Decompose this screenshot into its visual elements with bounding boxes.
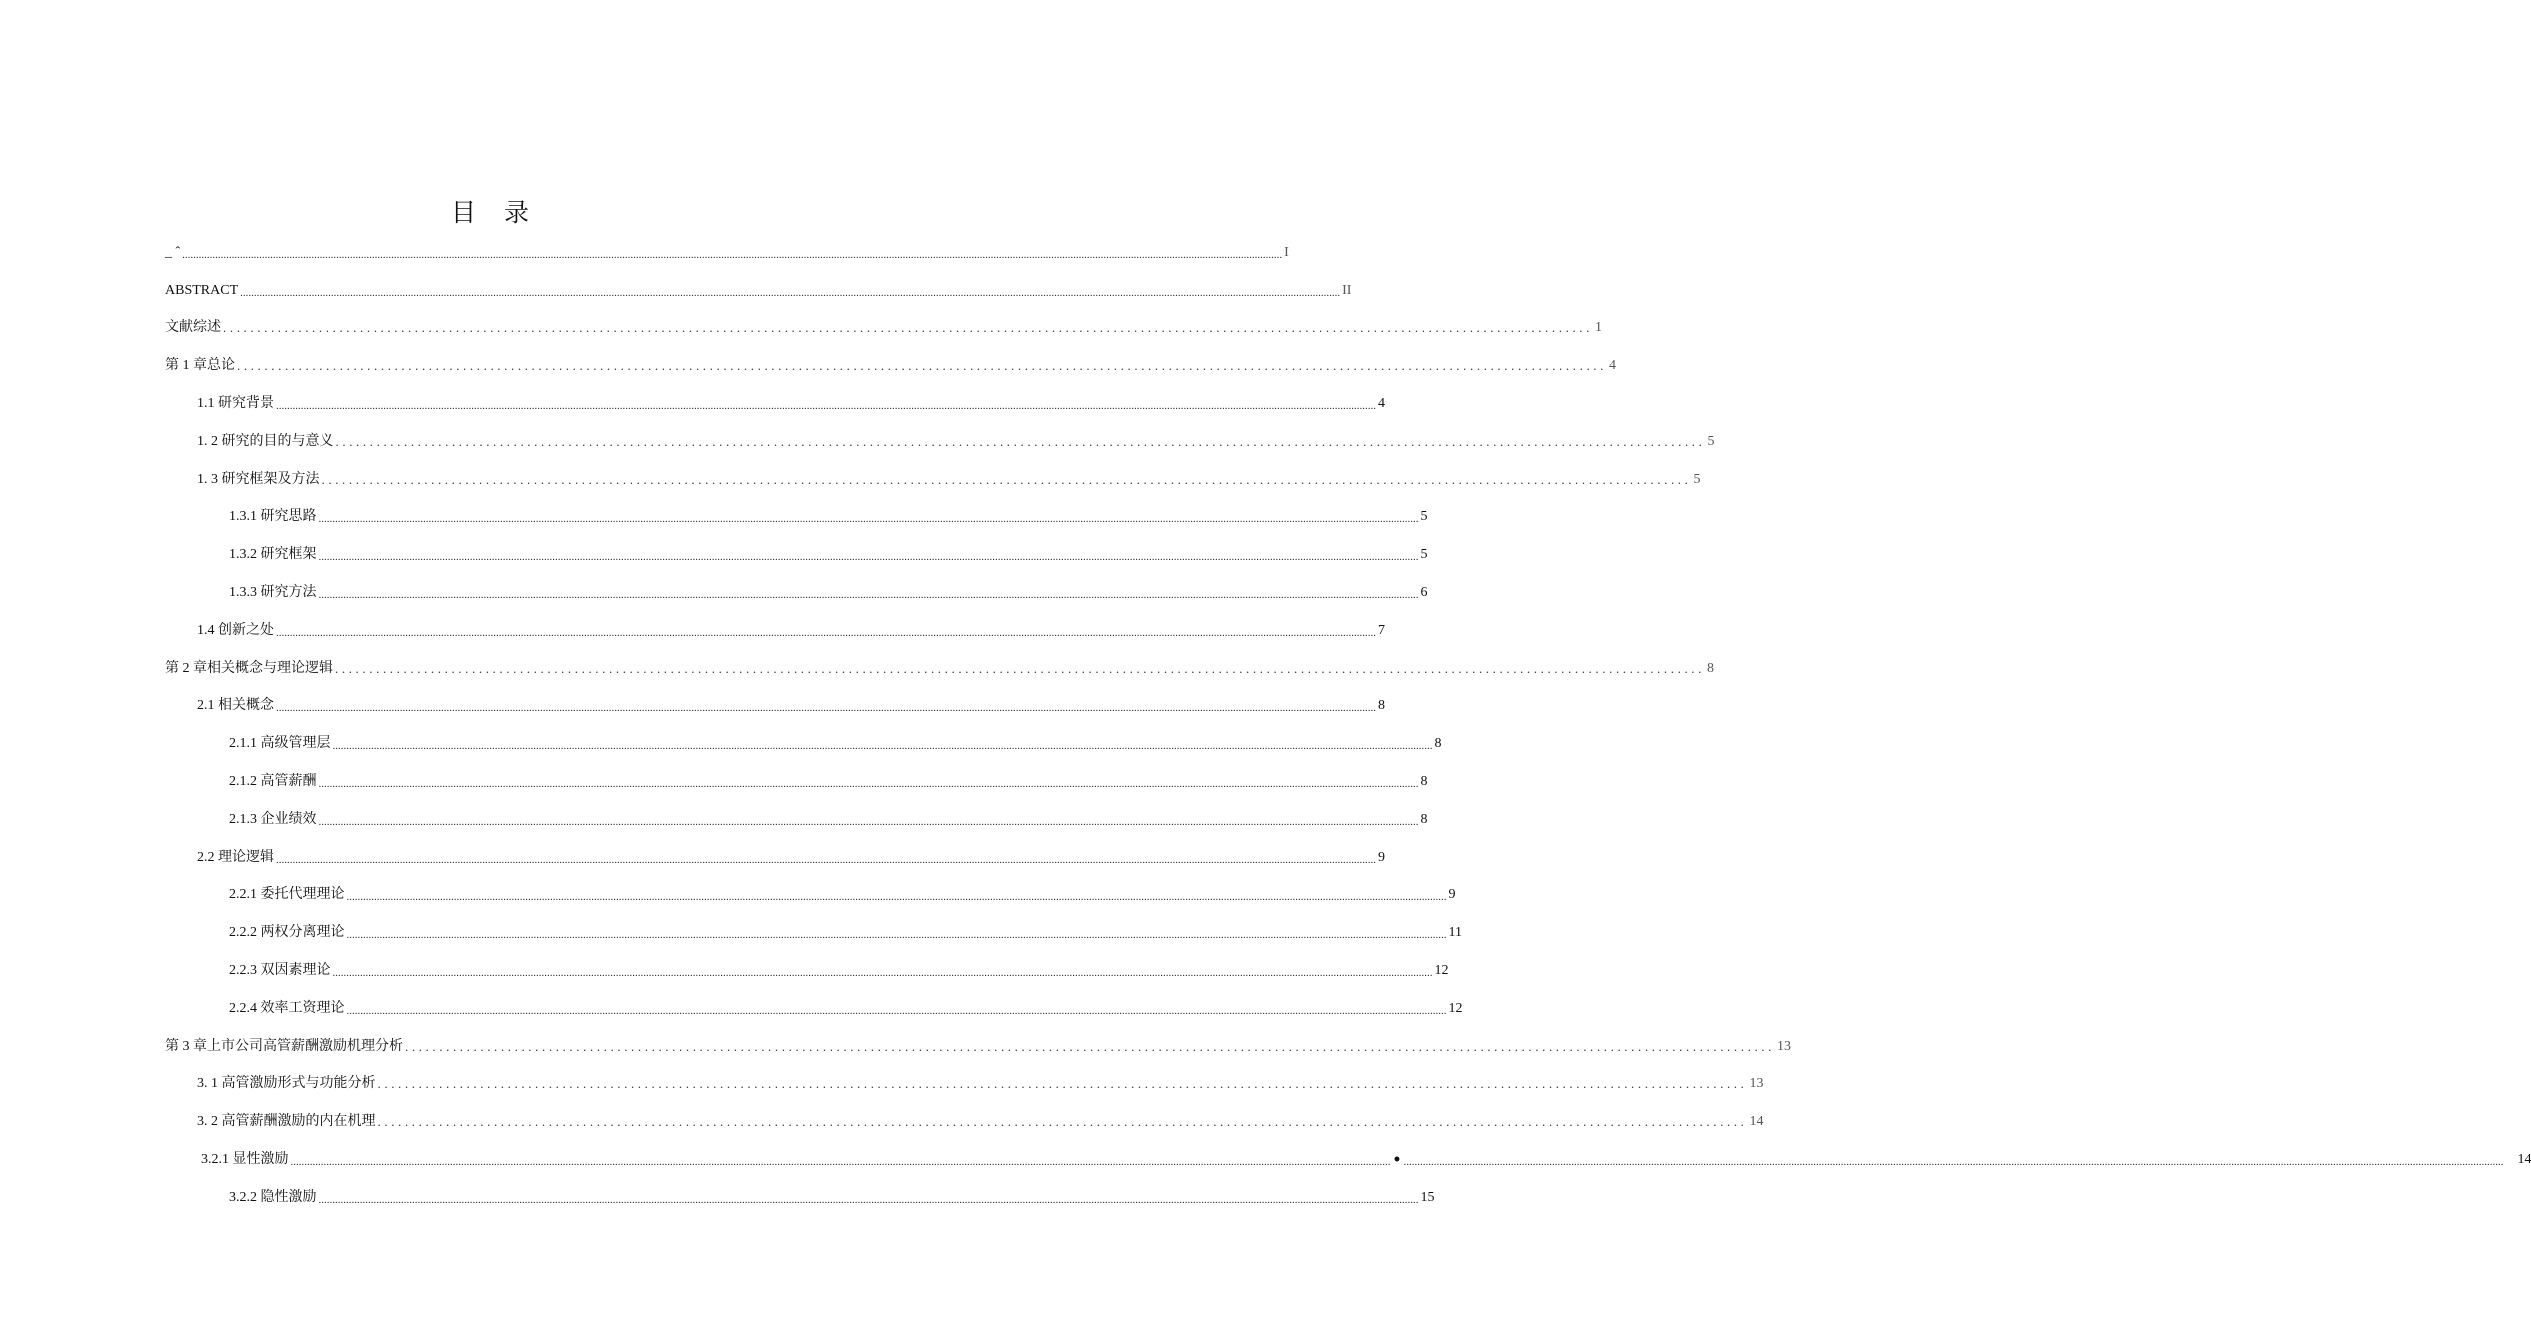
- toc-entry[interactable]: [165, 801, 1428, 839]
- toc-entry[interactable]: [165, 310, 1602, 348]
- dot-leader: ................................................................................................................................................................................................................................................................................................................................................................................................................: [318, 815, 1419, 828]
- toc-page-number: 9: [1448, 887, 1456, 903]
- toc-page-number: I: [1284, 244, 1289, 260]
- toc-page-number: 12: [1434, 963, 1449, 979]
- dot-leader: ................................................................................................................................................................................................................................................................................................................................................................................................................: [276, 400, 1376, 413]
- dot-leader: ........................................................................................................................................................................................................: [321, 471, 1692, 487]
- dot-leader: ................................................................................................................................................................................................................................................................................................................................................................................................................: [332, 740, 1433, 753]
- toc-page-number: 5: [1420, 547, 1428, 563]
- dot-leader: ........................................................................................................................................................................................................: [237, 358, 1607, 374]
- toc-entry-label: 2.1 相关概念: [197, 698, 274, 714]
- toc-page-number: 8: [1378, 698, 1385, 714]
- toc-entry[interactable]: [165, 461, 1701, 499]
- dot-leader: ................................................................................................................................................................................................................................................................................................................................................................................................................: [1403, 1156, 2504, 1169]
- toc-entry[interactable]: [165, 1179, 1435, 1217]
- toc-entry-label: 第 2 章相关概念与理论逻辑: [165, 660, 333, 676]
- dot-leader: ................................................................................................................................................................................................................................................................................................................................................................................................................: [240, 286, 1341, 299]
- toc-entry[interactable]: [165, 1141, 2531, 1179]
- toc-entry-label: 2.2.2 两权分离理论: [229, 925, 345, 941]
- toc-entry-label: 3. 1 高管激励形式与功能分析: [197, 1076, 376, 1092]
- toc-entry-label: 2.1.3 企业绩效: [229, 811, 317, 827]
- toc-entry-label: 2.1.1 高级管理层: [229, 736, 331, 752]
- toc-page-number: 11: [1448, 925, 1462, 941]
- toc-entry[interactable]: [165, 688, 1385, 726]
- toc-entry-label: _ ˆ: [165, 244, 181, 260]
- toc-page-number: 15: [1420, 1189, 1435, 1205]
- toc-page-number: 9: [1378, 849, 1385, 865]
- toc-page-number: 13: [1749, 1076, 1764, 1092]
- dot-leader: ................................................................................................................................................................................................................................................................................................................................................................................................................: [318, 513, 1419, 526]
- toc-page-number: 8: [1420, 774, 1428, 790]
- toc-page-number: II: [1342, 282, 1352, 298]
- dot-leader: ........................................................................................................................................................................................................: [223, 320, 1593, 336]
- toc-entry[interactable]: [165, 272, 1352, 310]
- toc-page-number: 8: [1420, 811, 1428, 827]
- dot-leader: ................................................................................................................................................................................................................................................................................................................................................................................................................: [318, 589, 1419, 602]
- toc-entry[interactable]: [165, 990, 1463, 1028]
- toc-page-number: 8: [1707, 660, 1714, 676]
- toc-entry-label: 1. 3 研究框架及方法: [197, 471, 320, 487]
- toc-entry[interactable]: [165, 536, 1428, 574]
- toc-entry[interactable]: [165, 877, 1456, 915]
- toc-entry[interactable]: [165, 914, 1462, 952]
- toc-entry-label: 2.2.4 效率工资理论: [229, 1000, 345, 1016]
- toc-entry-label: 2.2.1 委托代理理论: [229, 887, 345, 903]
- toc-entry-label: 1.3.2 研究框架: [229, 547, 317, 563]
- bullet-mark: •: [1392, 1152, 1402, 1169]
- toc-entry-label: 2.1.2 高管薪酬: [229, 774, 317, 790]
- dot-leader: ........................................................................................................................................................................................................: [405, 1038, 1775, 1054]
- toc-entry[interactable]: [165, 385, 1385, 423]
- toc-entry[interactable]: [165, 839, 1385, 877]
- toc-page-number: 6: [1420, 585, 1428, 601]
- toc-entry-label: 第 3 章上市公司高管薪酬激励机理分析: [165, 1038, 403, 1054]
- toc-page-number: 4: [1609, 358, 1616, 374]
- toc-entry[interactable]: [165, 952, 1449, 990]
- toc-entry[interactable]: [165, 574, 1428, 612]
- toc-entry-label: ABSTRACT: [165, 282, 239, 298]
- toc-page-number: 5: [1707, 433, 1715, 449]
- toc-page-number: 12: [1448, 1000, 1463, 1016]
- toc-entry-label: 第 1 章总论: [165, 358, 235, 374]
- toc-entry[interactable]: [165, 234, 1289, 272]
- toc-page-number: 1: [1595, 320, 1602, 336]
- toc-entry[interactable]: [165, 1028, 1791, 1066]
- dot-leader: ................................................................................................................................................................................................................................................................................................................................................................................................................: [346, 891, 1447, 904]
- toc-entry-label: 3.2.2 隐性激励: [229, 1189, 317, 1205]
- toc-entry[interactable]: [165, 763, 1428, 801]
- dot-leader: ................................................................................................................................................................................................................................................................................................................................................................................................................: [290, 1156, 1391, 1169]
- dot-leader: ................................................................................................................................................................................................................................................................................................................................................................................................................: [346, 1004, 1447, 1017]
- dot-leader: ................................................................................................................................................................................................................................................................................................................................................................................................................: [346, 929, 1447, 942]
- dot-leader: ................................................................................................................................................................................................................................................................................................................................................................................................................: [276, 626, 1376, 639]
- toc-entry[interactable]: [165, 499, 1428, 537]
- toc-entry-label: 2.2.3 双因素理论: [229, 963, 331, 979]
- toc-entry[interactable]: [165, 1066, 1764, 1104]
- toc-entry-label: 3. 2 高管薪酬激励的内在机理: [197, 1114, 376, 1130]
- toc-entry[interactable]: [165, 347, 1616, 385]
- toc-entry[interactable]: [165, 612, 1385, 650]
- toc-entry-label: 3.2.1 显性激励: [201, 1152, 289, 1168]
- toc-title: 目 录: [451, 198, 539, 227]
- dot-leader: ........................................................................................................................................................................................................: [335, 660, 1705, 676]
- toc-page-number: 14: [1749, 1114, 1764, 1130]
- toc-entry-label: 1.1 研究背景: [197, 396, 274, 412]
- toc-entry-label: 1.3.3 研究方法: [229, 585, 317, 601]
- toc-page-number: 13: [1777, 1038, 1791, 1054]
- toc-entry-label: 2.2 理论逻辑: [197, 849, 274, 865]
- toc-page-number: 5: [1693, 471, 1701, 487]
- dot-leader: ................................................................................................................................................................................................................................................................................................................................................................................................................: [276, 702, 1376, 715]
- dot-leader: ................................................................................................................................................................................................................................................................................................................................................................................................................: [332, 967, 1433, 980]
- toc-page-number: 7: [1378, 622, 1385, 638]
- toc-entry[interactable]: [165, 1103, 1764, 1141]
- toc-entry-label: 1.4 创新之处: [197, 622, 274, 638]
- dot-leader: ................................................................................................................................................................................................................................................................................................................................................................................................................: [318, 1193, 1419, 1206]
- dot-leader: ........................................................................................................................................................................................................: [377, 1076, 1748, 1092]
- toc-entry-label: 1.3.1 研究思路: [229, 509, 317, 525]
- toc-entry[interactable]: [165, 423, 1715, 461]
- toc-entry-label: 1. 2 研究的目的与意义: [197, 433, 334, 449]
- toc-page-number: 4: [1378, 396, 1385, 412]
- toc-page-number: 5: [1420, 509, 1428, 525]
- toc-entry[interactable]: [165, 650, 1714, 688]
- toc-entry[interactable]: [165, 725, 1442, 763]
- dot-leader: ................................................................................................................................................................................................................................................................................................................................................................................................................: [318, 551, 1419, 564]
- toc-page-number: 8: [1434, 736, 1442, 752]
- dot-leader: ................................................................................................................................................................................................................................................................................................................................................................................................................: [318, 778, 1419, 791]
- dot-leader: ................................................................................................................................................................................................................................................................................................................................................................................................................: [276, 853, 1376, 866]
- dot-leader: ........................................................................................................................................................................................................: [377, 1114, 1748, 1130]
- dot-leader: ........................................................................................................................................................................................................: [335, 433, 1706, 449]
- toc-page-number: 14: [2517, 1152, 2531, 1168]
- dot-leader: ................................................................................................................................................................................................................................................................................................................................................................................................................: [182, 248, 1283, 261]
- toc-entry-label: 文献综述: [165, 320, 221, 336]
- table-of-contents: [165, 234, 2531, 1217]
